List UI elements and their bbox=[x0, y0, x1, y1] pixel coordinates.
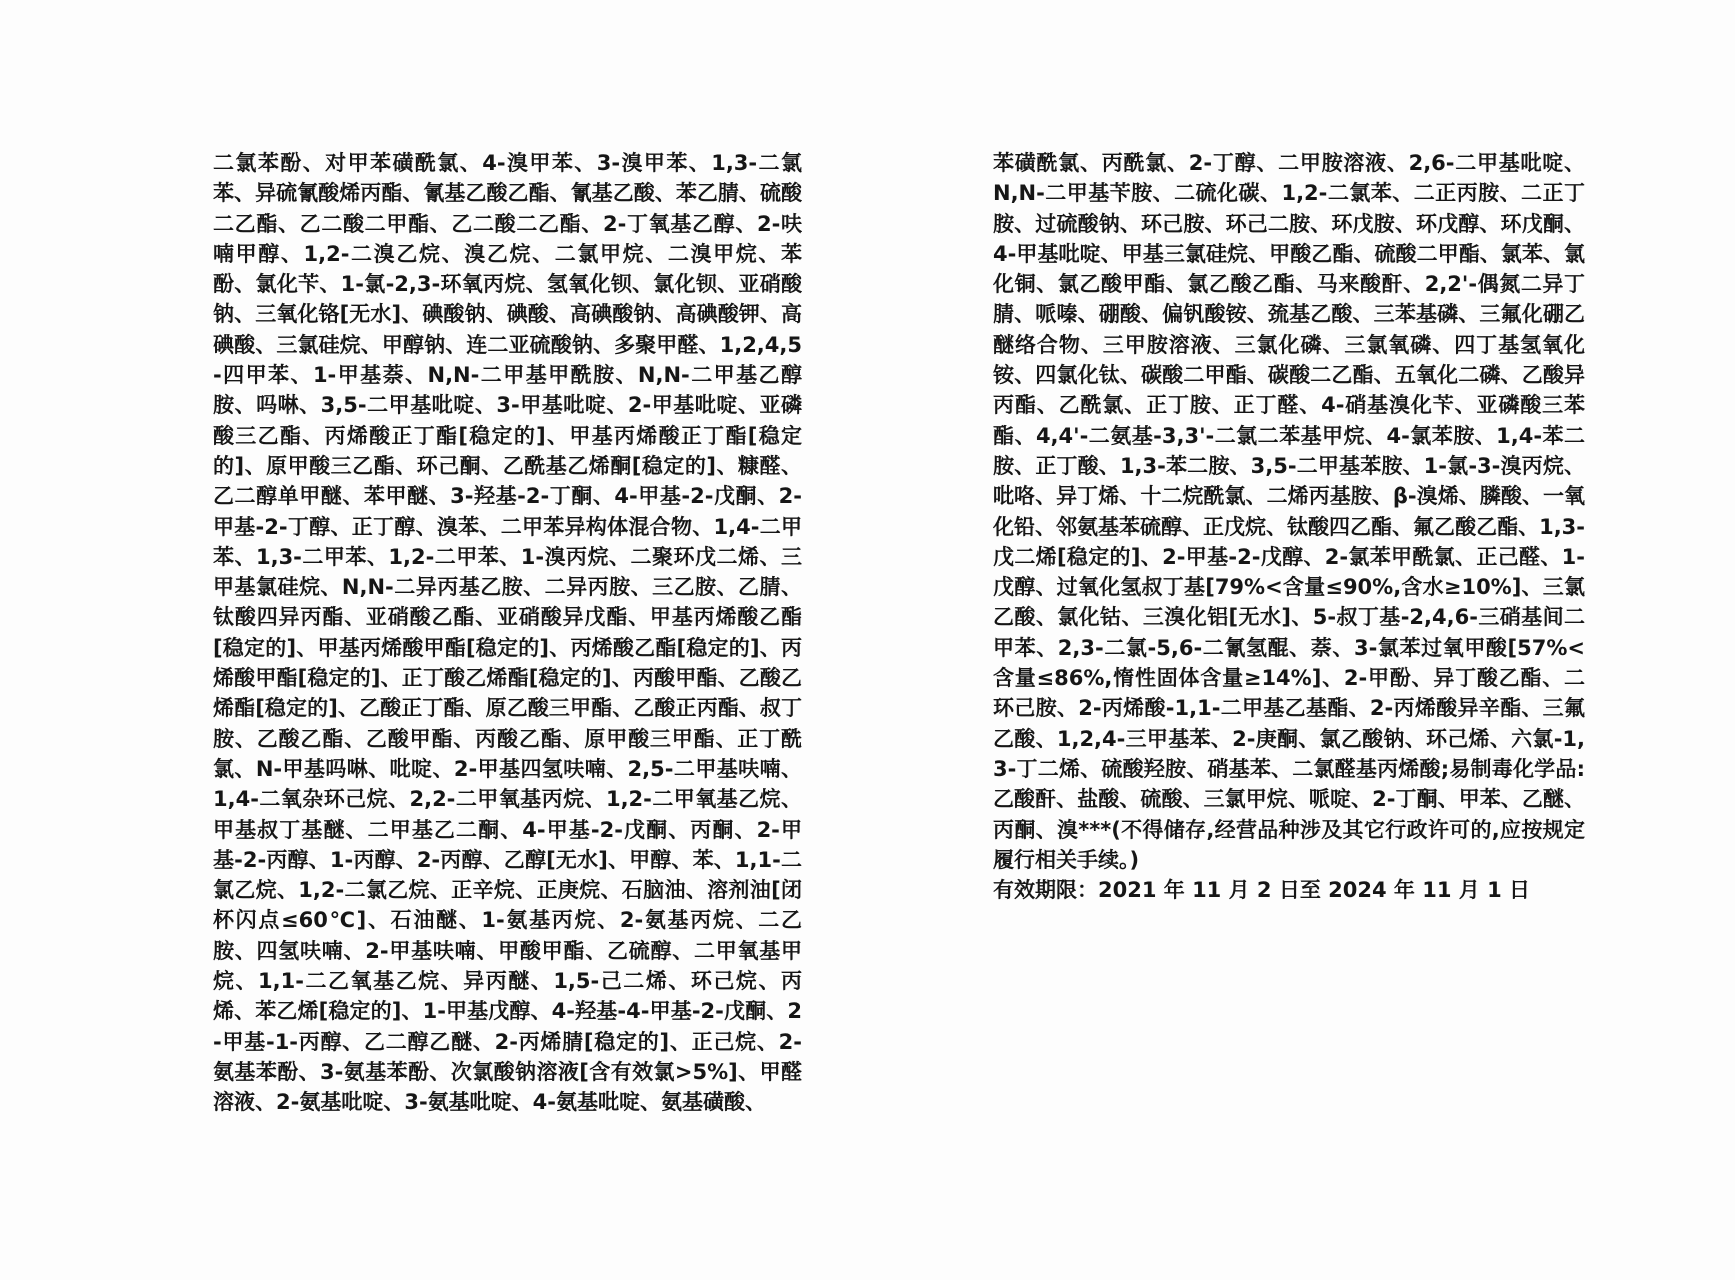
right-column-text: 苯磺酰氯、丙酰氯、2-丁醇、二甲胺溶液、2,6-二甲基吡啶、N,N-二甲基苄胺、二硫化碳、1,2-二氯苯、二正丙胺、二正丁胺、过硫酸钠、环己胺、环己二胺、环戊胺、环戊醇、环戊酮、4-甲基吡啶、甲基三氯硅烷、甲酸乙酯、硫酸二甲酯、氯苯、氯化铜、氯乙酸甲酯、氯乙酸乙酯、马来酸酐、2,2'-偶氮二异丁腈、哌嗪、硼酸、偏钒酸铵、巯基乙酸、三苯基磷、三氟化硼乙醚络合物、三甲胺溶液、三氯化磷、三氯氧磷、四丁基氢氧化铵、四氯化钛、碳酸二甲酯、碳酸二乙酯、五氧化二磷、乙酸异丙酯、乙酰氯、正丁胺、正丁醛、4-硝基溴化苄、亚磷酸三苯酯、4,4'-二氨基-3,3'-二氯二苯基甲烷、4-氯苯胺、1,4-苯二胺、正丁酸、1,3-苯二胺、3,5-二甲基苯胺、1-氯-3-溴丙烷、吡咯、异丁烯、十二烷酰氯、二烯丙基胺、β-溴烯、膦酸、一氧化铅、邻氨基苯硫醇、正戊烷、钛酸四乙酯、氟乙酸乙酯、1,3-戊二烯[稳定的]、2-甲基-2-戊醇、2-氯苯甲酰氯、正己醛、1-戊醇、过氧化氢叔丁基[79%<含量≤90%,含水≥10%]、三氯乙酸、氯化钴、三溴化铝[无水]、5-叔丁基-2,4,6-三硝基间二甲苯、2,3-二氯-5,6-二氰氢醌、萘、3-氯苯过氧甲酸[57%<含量≤86%,惰性固体含量≥14%]、2-甲酚、异丁酸乙酯、二环己胺、2-丙烯酸-1,1-二甲基乙基酯、2-丙烯酸异辛酯、三氟乙酸、1,2,4-三甲基苯、2-庚酮、氯乙酸钠、环己烯、六氯-1,3-丁二烯、硫酸羟胺、硝基苯、二氯醛基丙烯酸;易制毒化学品:乙酸酐、盐酸、硫酸、三氯甲烷、哌啶、2-丁酮、甲苯、乙醚、丙酮、溴***(不得储存,经营品种涉及其它行政许可的,应按规定履行相关手续。) bbox=[993, 151, 1585, 872]
validity-period: 有效期限：2021 年 11 月 2 日至 2024 年 11 月 1 日 bbox=[993, 878, 1530, 903]
left-column bbox=[213, 148, 802, 1118]
left-column-text: 二氯苯酚、对甲苯磺酰氯、4-溴甲苯、3-溴甲苯、1,3-二氯苯、异硫氰酸烯丙酯、氰基乙酸乙酯、氰基乙酸、苯乙腈、硫酸二乙酯、乙二酸二甲酯、乙二酸二乙酯、2-丁氧基乙醇、2-呋喃甲醇、1,2-二溴乙烷、溴乙烷、二氯甲烷、二溴甲烷、苯酚、氯化苄、1-氯-2,3-环氧丙烷、氢氧化钡、氯化钡、亚硝酸钠、三氧化铬[无水]、碘酸钠、碘酸、高碘酸钠、高碘酸钾、高碘酸、三氯硅烷、甲醇钠、连二亚硫酸钠、多聚甲醛、1,2,4,5-四甲苯、1-甲基萘、N,N-二甲基甲酰胺、N,N-二甲基乙醇胺、吗啉、3,5-二甲基吡啶、3-甲基吡啶、2-甲基吡啶、亚磷酸三乙酯、丙烯酸正丁酯[稳定的]、甲基丙烯酸正丁酯[稳定的]、原甲酸三乙酯、环己酮、乙酰基乙烯酮[稳定的]、糠醛、乙二醇单甲醚、苯甲醚、3-羟基-2-丁酮、4-甲基-2-戊酮、2-甲基-2-丁醇、正丁醇、溴苯、二甲苯异构体混合物、1,4-二甲苯、1,3-二甲苯、1,2-二甲苯、1-溴丙烷、二聚环戊二烯、三甲基氯硅烷、N,N-二异丙基乙胺、二异丙胺、三乙胺、乙腈、钛酸四异丙酯、亚硝酸乙酯、亚硝酸异戊酯、甲基丙烯酸乙酯[稳定的]、甲基丙烯酸甲酯[稳定的]、丙烯酸乙酯[稳定的]、丙烯酸甲酯[稳定的]、正丁酸乙烯酯[稳定的]、丙酸甲酯、乙酸乙烯酯[稳定的]、乙酸正丁酯、原乙酸三甲酯、乙酸正丙酯、叔丁胺、乙酸乙酯、乙酸甲酯、丙酸乙酯、原甲酸三甲酯、正丁酰氯、N-甲基吗啉、吡啶、2-甲基四氢呋喃、2,5-二甲基呋喃、1,4-二氧杂环己烷、2,2-二甲氧基丙烷、1,2-二甲氧基乙烷、甲基叔丁基醚、二甲基乙二酮、4-甲基-2-戊酮、丙酮、2-甲基-2-丙醇、1-丙醇、2-丙醇、乙醇[无水]、甲醇、苯、1,1-二氯乙烷、1,2-二氯乙烷、正辛烷、正庚烷、石脑油、溶剂油[闭杯闪点≤60℃]、石油醚、1-氨基丙烷、2-氨基丙烷、二乙胺、四氢呋喃、2-甲基呋喃、甲酸甲酯、乙硫醇、二甲氧基甲烷、1,1-二乙氧基乙烷、异丙醚、1,5-己二烯、环己烷、丙烯、苯乙烯[稳定的]、1-甲基戊醇、4-羟基-4-甲基-2-戊酮、2-甲基-1-丙醇、乙二醇乙醚、2-丙烯腈[稳定的]、正己烷、2-氨基苯酚、3-氨基苯酚、次氯酸钠溶液[含有效氯>5%]、甲醛溶液、2-氨基吡啶、3-氨基吡啶、4-氨基吡啶、氨基磺酸、 bbox=[213, 151, 802, 1115]
right-column bbox=[993, 148, 1585, 905]
